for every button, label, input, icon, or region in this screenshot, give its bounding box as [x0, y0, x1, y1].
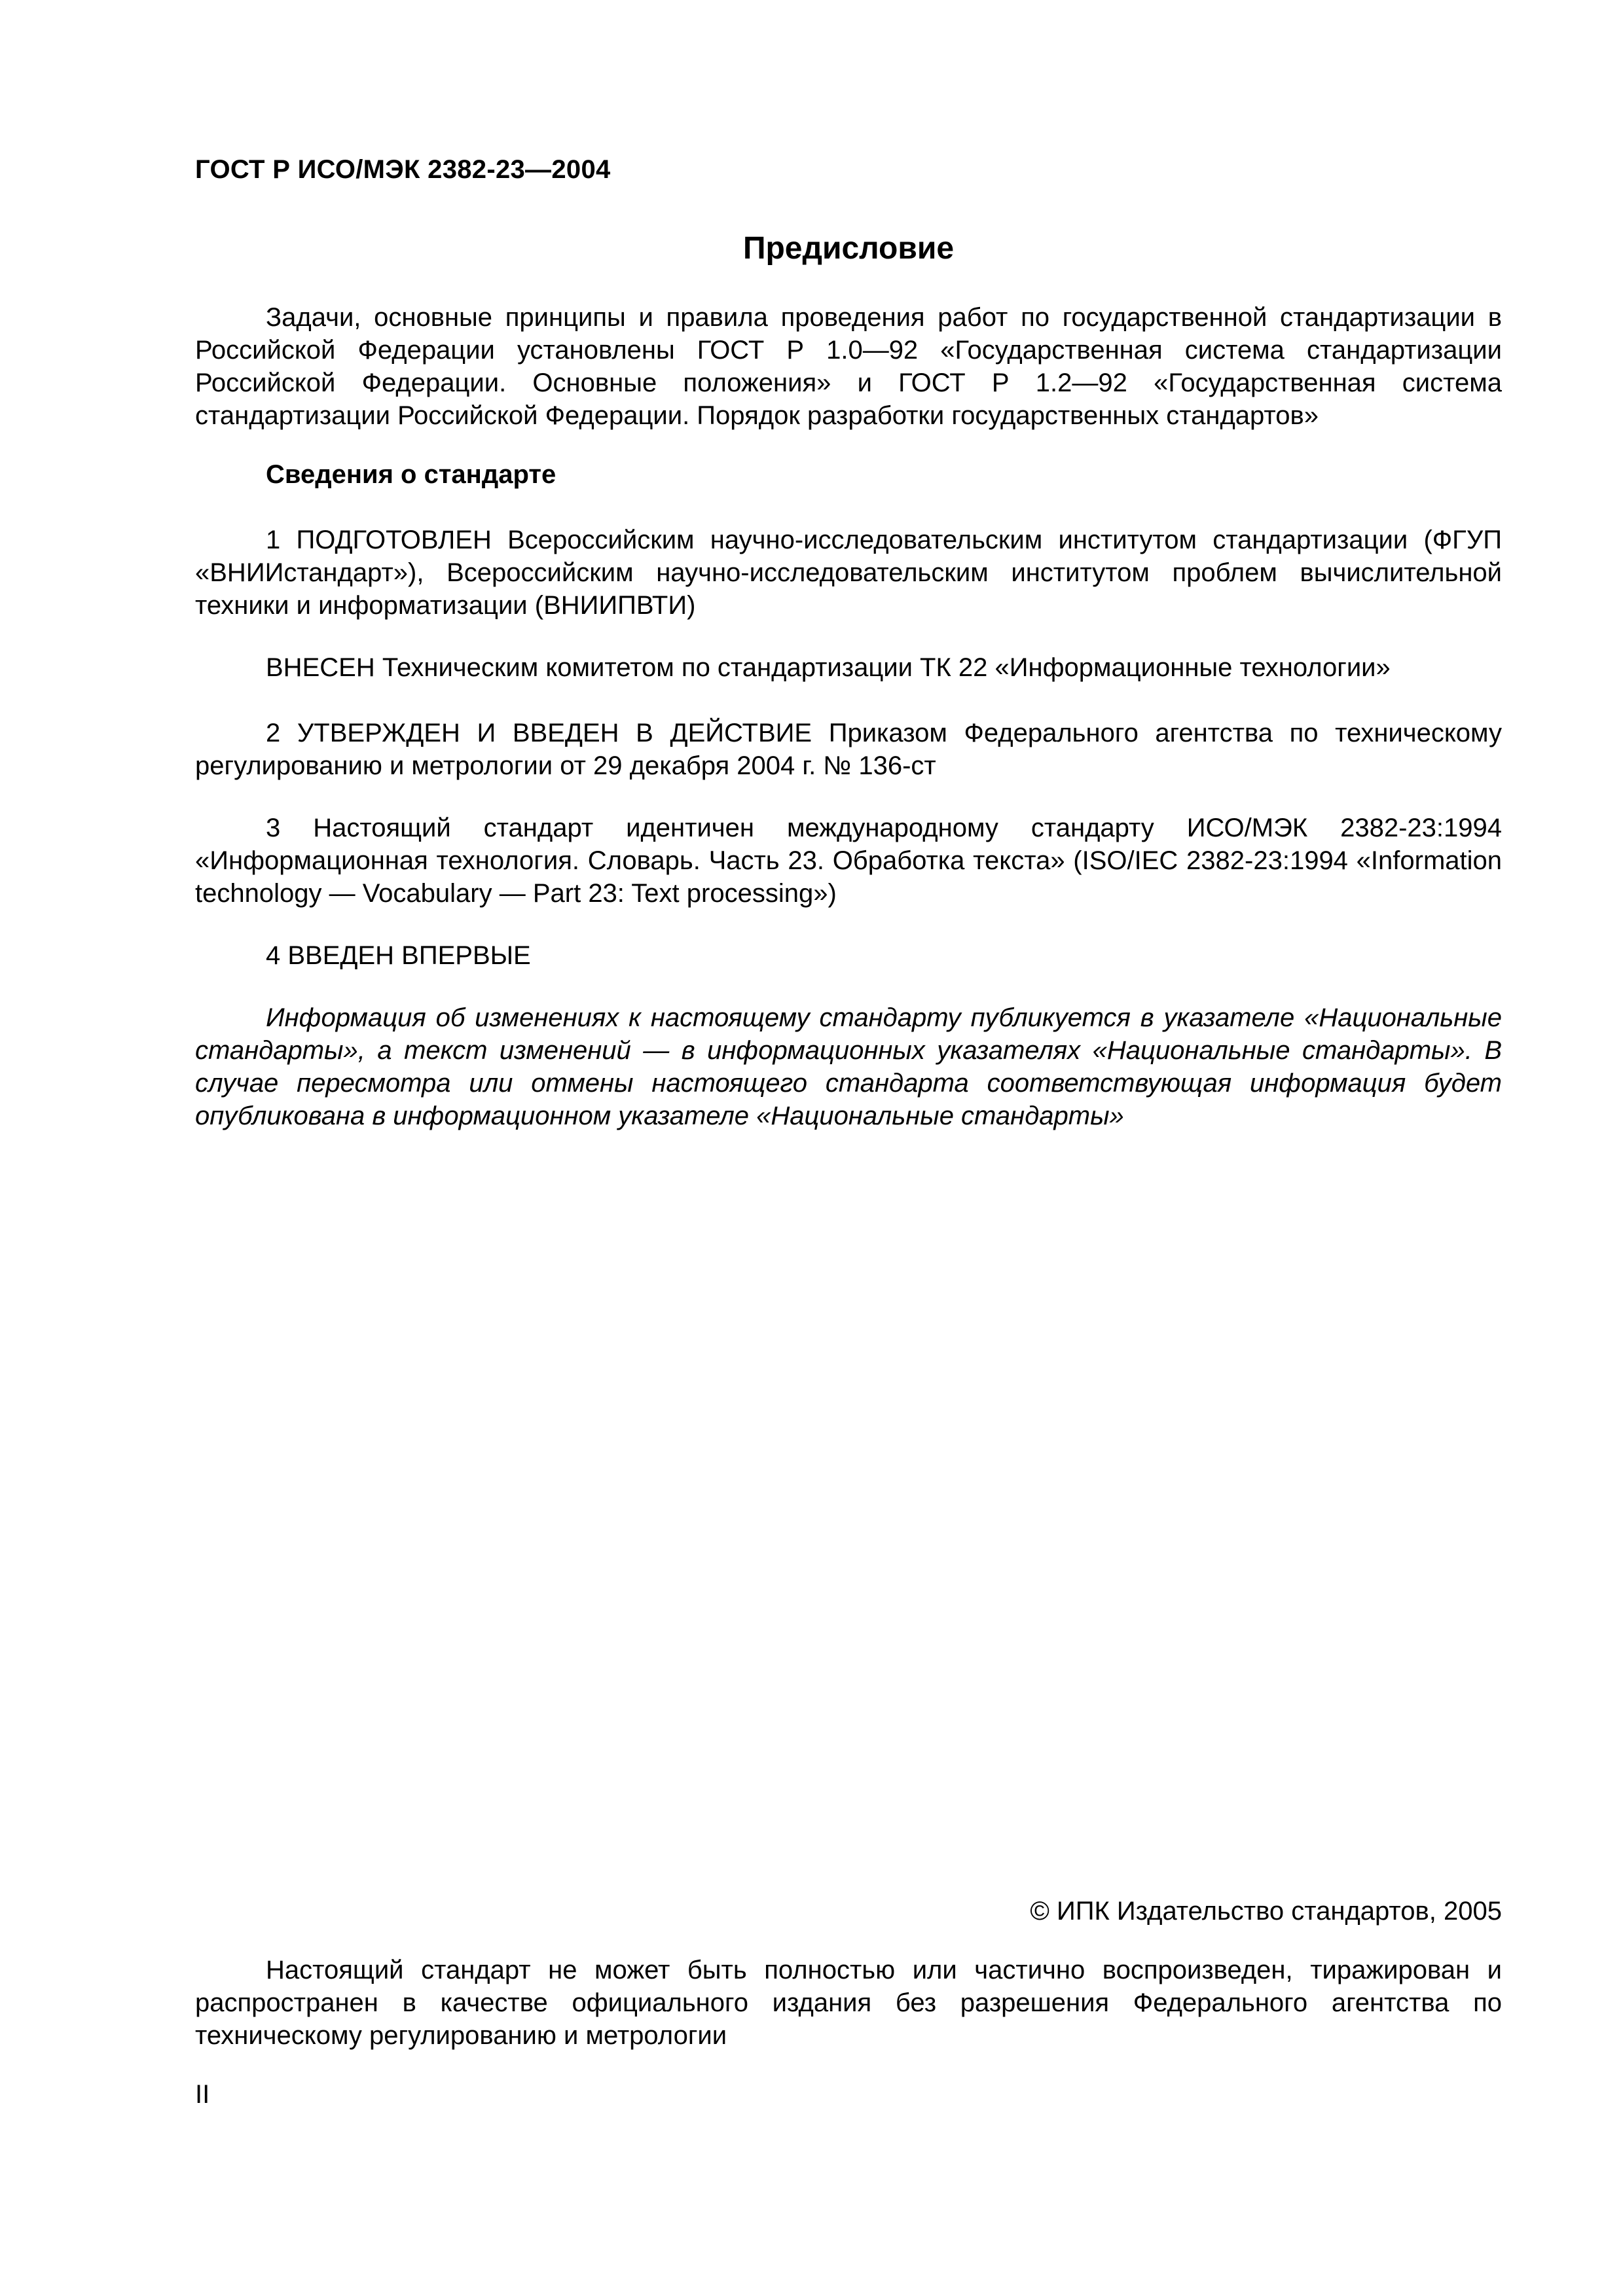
page-number: II	[195, 2080, 210, 2109]
intro-paragraph: Задачи, основные принципы и правила проведения работ по государственной стандартизации в Российской Федерации установлены ГОСТ Р 1.0—92 «Государственная система стандартизации Российской Федерации. Основные положения» и ГОСТ Р 1.2—92 «Государственная система стандартизации Российской Федерации. Порядок разработки государственных стандартов»	[195, 303, 1502, 430]
item-prepared-by: 1 ПОДГОТОВЛЕН Всероссийским научно-исследовательским институтом стандартизации (ФГУП «ВНИИстандарт»), Всероссийским научно-исследовательским институтом проблем вычислительной техники и информатизации (ВНИИПВТИ)	[195, 526, 1502, 620]
reproduction-notice: Настоящий стандарт не может быть полностью или частично воспроизведен, тиражирован и распространен в качестве официального издания без разрешения Федерального агентства по техническому регулированию и метрологии	[195, 1956, 1502, 2050]
item-identical-standard: 3 Настоящий стандарт идентичен международному стандарту ИСО/МЭК 2382-23:1994 «Информационная технология. Словарь. Часть 23. Обработка текста» (ISO/IEC 2382-23:1994 «Information technology — Vocabulary — Part 23: Text processing»)	[195, 814, 1502, 908]
item-approved: 2 УТВЕРЖДЕН И ВВЕДЕН В ДЕЙСТВИЕ Приказом Федерального агентства по техническому регулированию и метрологии от 29 декабря 2004 г. № 136-ст	[195, 719, 1502, 780]
section-heading: Сведения о стандарте	[266, 460, 556, 489]
copyright-line: © ИПК Издательство стандартов, 2005	[1030, 1897, 1502, 1926]
item-first-introduced: 4 ВВЕДЕН ВПЕРВЫЕ	[266, 941, 531, 970]
changes-note: Информация об изменениях к настоящему стандарту публикуется в указателе «Национальные стандарты», а текст изменений — в информационных указателях «Национальные стандарты». В случае пересмотра или отмены настоящего стандарта соответствующая информация будет опубликована в информационном указателе «Национальные стандарты»	[195, 1003, 1502, 1130]
standard-code-header: ГОСТ Р ИСО/МЭК 2382-23—2004	[195, 155, 611, 184]
item-introduced-by: ВНЕСЕН Техническим комитетом по стандартизации ТК 22 «Информационные технологии»	[266, 653, 1391, 682]
page-title: Предисловие	[742, 231, 955, 266]
